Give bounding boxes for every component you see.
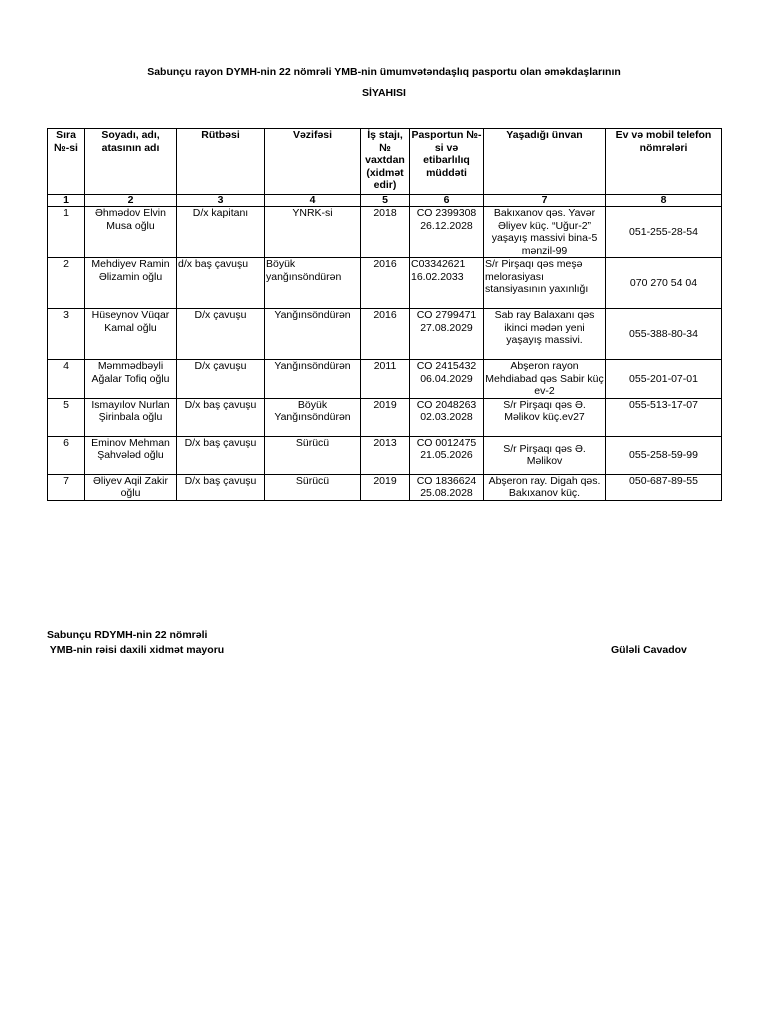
row-number: 3 <box>48 309 85 360</box>
employee-name: Eminov Mehman Şahvələd oğlu <box>85 436 177 474</box>
column-header: Ev və mobil telefon nömrələri <box>606 129 722 195</box>
table-row <box>48 258 722 309</box>
column-header: Vəzifəsi <box>265 129 361 195</box>
employee-position: Yanğınsöndürən <box>265 360 361 399</box>
passport-info: CO 2048263 02.03.2028 <box>410 398 484 436</box>
service-since: 2016 <box>361 258 410 309</box>
phone-number: 051-255-28-54 <box>606 207 722 258</box>
column-number: 7 <box>484 195 606 207</box>
column-header: Yaşadığı ünvan <box>484 129 606 195</box>
column-number: 2 <box>85 195 177 207</box>
home-address: Sab ray Balaxanı qəs ikinci mədən yeni yaşayış massivi. <box>484 309 606 360</box>
home-address: Abşeron ray. Digah qəs. Bakıxanov küç. <box>484 474 606 500</box>
employee-name: Məmmədbəyli Ağalar Tofiq oğlu <box>85 360 177 399</box>
service-since: 2011 <box>361 360 410 399</box>
phone-number: 070 270 54 04 <box>606 258 722 309</box>
employee-position: Yanğınsöndürən <box>265 309 361 360</box>
document-title: Sabunçu rayon DYMH-nin 22 nömrəli YMB-nin ümumvətəndaşlıq pasportu olan əməkdaşlarının <box>147 66 621 78</box>
phone-number: 055-388-80-34 <box>606 309 722 360</box>
home-address: S/r Pirşaqı qəs Ə. Məlikov <box>484 436 606 474</box>
row-number: 7 <box>48 474 85 500</box>
column-header: Pasportun №-si və etibarlılıq müddəti <box>410 129 484 195</box>
employee-name: Əliyev Aqil Zakir oğlu <box>85 474 177 500</box>
employee-position: YNRK-si <box>265 207 361 258</box>
phone-number: 050-687-89-55 <box>606 474 722 500</box>
passport-info: CO 1836624 25.08.2028 <box>410 474 484 500</box>
row-number: 1 <box>48 207 85 258</box>
passport-info: CO 2415432 06.04.2029 <box>410 360 484 399</box>
table-row <box>48 207 722 258</box>
table-row <box>48 309 722 360</box>
employee-name: Əhmədov Elvin Musa oğlu <box>85 207 177 258</box>
employee-table <box>47 128 722 501</box>
column-number: 6 <box>410 195 484 207</box>
column-number: 3 <box>177 195 265 207</box>
employee-name: Hüseynov Vüqar Kamal oğlu <box>85 309 177 360</box>
row-number: 6 <box>48 436 85 474</box>
employee-position: Sürücü <box>265 474 361 500</box>
passport-info: CO 0012475 21.05.2026 <box>410 436 484 474</box>
home-address: Bakıxanov qəs. Yavər Əliyev küç. “Uğur-2” yaşayış massivi bina-5 mənzil-99 <box>484 207 606 258</box>
row-number: 2 <box>48 258 85 309</box>
column-header: Sıra №-si <box>48 129 85 195</box>
position-line: YMB-nin rəisi daxili xidmət mayoru <box>47 644 225 656</box>
service-since: 2018 <box>361 207 410 258</box>
signer-name: Güləli Cavadov <box>611 644 687 656</box>
phone-number: 055-513-17-07 <box>606 398 722 436</box>
employee-rank: D/x baş çavuşu <box>177 398 265 436</box>
row-number: 5 <box>48 398 85 436</box>
employee-rank: D/x baş çavuşu <box>177 436 265 474</box>
column-number: 8 <box>606 195 722 207</box>
home-address: S/r Pirşaqı qəs Ə. Məlikov küç.ev27 <box>484 398 606 436</box>
employee-rank: D/x baş çavuşu <box>177 474 265 500</box>
table-row <box>48 398 722 436</box>
employee-position: Sürücü <box>265 436 361 474</box>
table-row <box>48 360 722 399</box>
document-subtitle: SİYAHISI <box>362 87 406 99</box>
service-since: 2019 <box>361 474 410 500</box>
column-header: Rütbəsi <box>177 129 265 195</box>
column-header: İş stajı, № vaxtdan (xidmət edir) <box>361 129 410 195</box>
column-number: 5 <box>361 195 410 207</box>
service-since: 2016 <box>361 309 410 360</box>
passport-info: CO 2399308 26.12.2028 <box>410 207 484 258</box>
table-header-row <box>48 129 722 195</box>
employee-name: Ismayılov Nurlan Şirinbala oğlu <box>85 398 177 436</box>
organization-line: Sabunçu RDYMH-nin 22 nömrəli <box>47 629 208 641</box>
phone-number: 055-201-07-01 <box>606 360 722 399</box>
signature-block <box>47 628 224 658</box>
table-row <box>48 436 722 474</box>
service-since: 2019 <box>361 398 410 436</box>
employee-rank: D/x kapitanı <box>177 207 265 258</box>
passport-info: C03342621 16.02.2033 <box>410 258 484 309</box>
employee-rank: D/x çavuşu <box>177 309 265 360</box>
phone-number: 055-258-59-99 <box>606 436 722 474</box>
employee-position: Böyük yanğınsöndürən <box>265 258 361 309</box>
column-number: 4 <box>265 195 361 207</box>
employee-rank: D/x çavuşu <box>177 360 265 399</box>
column-number: 1 <box>48 195 85 207</box>
service-since: 2013 <box>361 436 410 474</box>
home-address: S/r Pirşaqı qəs meşə melorasiyası stansiyasının yaxınlığı <box>484 258 606 309</box>
passport-info: CO 2799471 27.08.2029 <box>410 309 484 360</box>
column-number-row <box>48 195 722 207</box>
employee-name: Mehdiyev Ramin Əlizamin oğlu <box>85 258 177 309</box>
employee-position: Böyük Yanğınsöndürən <box>265 398 361 436</box>
employee-rank: d/x baş çavuşu <box>177 258 265 309</box>
row-number: 4 <box>48 360 85 399</box>
column-header: Soyadı, adı, atasının adı <box>85 129 177 195</box>
table-row <box>48 474 722 500</box>
home-address: Abşeron rayon Mehdiabad qəs Sabir küç ev-2 <box>485 360 604 397</box>
